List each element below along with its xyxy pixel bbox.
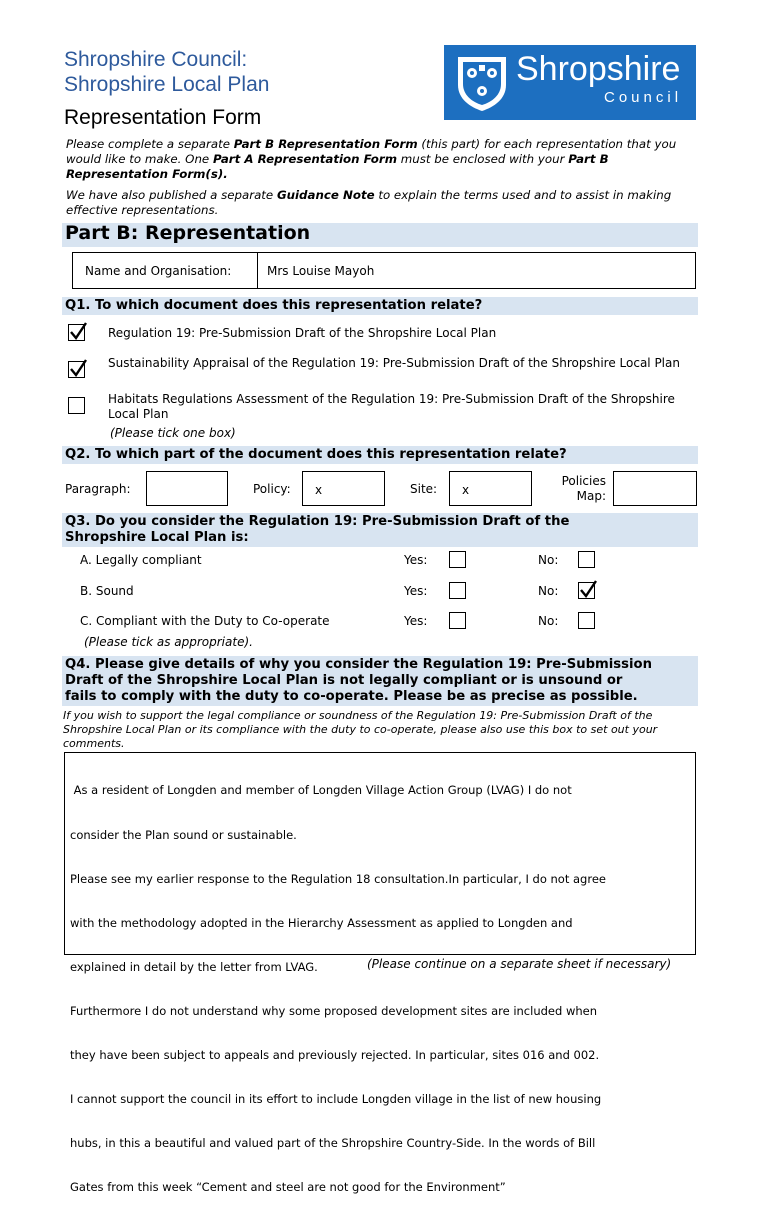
local-plan-title: Shropshire Local Plan: [64, 73, 270, 96]
name-label: Name and Organisation:: [85, 264, 232, 278]
name-divider: [257, 253, 258, 288]
q3-row-a-no-checkbox[interactable]: [578, 551, 595, 568]
q1-option-3-label: Habitats Regulations Assessment of the Regulation 19: Pre-Submission Draft of the Shropshire Local Plan: [108, 392, 675, 421]
q3-note: (Please tick as appropriate).: [84, 635, 253, 649]
q1-option-3-checkbox[interactable]: [68, 397, 85, 414]
site-label: Site:: [410, 482, 438, 496]
logo-text: Shropshire: [516, 50, 681, 88]
q2-question: Q2. To which part of the document does this representation relate?: [65, 447, 567, 462]
q1-option-2-label: Sustainability Appraisal of the Regulation 19: Pre-Submission Draft of the Shropshire Local Plan: [108, 356, 680, 370]
intro-paragraph-1: Please complete a separate Part B Representation Form (this part) for each representation that you would like to make. One Part A Representation Form must be enclosed with your Part B Representation Form(s).: [66, 137, 677, 181]
q3-row-b-no-checkbox[interactable]: [578, 582, 595, 599]
q1-question: Q1. To which document does this representation relate?: [65, 298, 483, 313]
response-line: As a resident of Longden and member of Longden Village Action Group (LVAG) I do not: [70, 783, 572, 798]
part-b-heading: Part B: Representation: [65, 222, 311, 244]
q3-row-a-label: A. Legally compliant: [80, 553, 202, 567]
council-title: Shropshire Council:: [64, 48, 248, 71]
q1-band: [62, 297, 698, 315]
response-line: hubs, in this a beautiful and valued part of the Shropshire Country-Side. In the words of Bill: [70, 1136, 596, 1151]
policies-map-label: Policies Map:: [561, 474, 606, 503]
q1-option-2-checkbox[interactable]: [68, 361, 85, 378]
q3-row-b-yes-checkbox[interactable]: [449, 582, 466, 599]
q3-question-line2: Shropshire Local Plan is:: [65, 530, 249, 545]
q3-row-a-yes-checkbox[interactable]: [449, 551, 466, 568]
name-organisation-row: [72, 252, 696, 289]
paragraph-input[interactable]: [146, 471, 228, 506]
checkmark-icon: [578, 579, 598, 599]
logo-subtext: Council: [604, 89, 683, 106]
q3-row-c-label: C. Compliant with the Duty to Co-operate: [80, 614, 330, 628]
q3-row-b-label: B. Sound: [80, 584, 134, 598]
form-title: Representation Form: [64, 106, 262, 129]
policy-input[interactable]: x: [302, 471, 385, 506]
site-input[interactable]: x: [449, 471, 532, 506]
policies-map-input[interactable]: [613, 471, 697, 506]
name-input[interactable]: Mrs Louise Mayoh: [267, 264, 375, 278]
response-line: with the methodology adopted in the Hierarchy Assessment as applied to Longden and: [70, 915, 573, 930]
response-line: Gates from this week “Cement and steel are not good for the Environment”: [70, 1180, 506, 1195]
response-line: Please see my earlier response to the Regulation 18 consultation.In particular, I do not agree: [70, 871, 606, 886]
q1-option-1-checkbox[interactable]: [68, 324, 85, 341]
q3-row-a-no-label: No:: [538, 553, 559, 567]
checkmark-icon: [68, 358, 88, 378]
part-b-band: [62, 223, 698, 247]
response-line: explained in detail by the letter from LVAG.: [70, 959, 318, 974]
response-line: I cannot support the council in its effort to include Longden village in the list of new housing: [70, 1092, 602, 1107]
response-line: they have been subject to appeals and previously rejected. In particular, sites 016 and 002.: [70, 1048, 600, 1063]
q4-question-line2: Draft of the Shropshire Local Plan is not legally compliant or is unsound or: [65, 673, 623, 688]
paragraph-label: Paragraph:: [65, 482, 131, 496]
q3-row-b-no-label: No:: [538, 584, 559, 598]
checkmark-icon: [68, 321, 88, 341]
q3-row-c-no-label: No:: [538, 614, 559, 628]
q3-row-a-yes-label: Yes:: [404, 553, 428, 567]
q1-note: (Please tick one box): [110, 426, 236, 440]
q3-row-c-yes-checkbox[interactable]: [449, 612, 466, 629]
q3-band: [62, 513, 698, 547]
q4-band: [62, 656, 698, 706]
q2-band: [62, 446, 698, 464]
continue-note: (Please continue on a separate sheet if necessary): [367, 957, 672, 971]
crest-icon: [454, 53, 510, 113]
intro-paragraph-2: We have also published a separate Guidance Note to explain the terms used and to assist in making effective representations.: [66, 188, 672, 217]
q1-option-1-label: Regulation 19: Pre-Submission Draft of the Shropshire Local Plan: [108, 326, 497, 340]
response-line: Furthermore I do not understand why some proposed development sites are included when: [70, 1003, 597, 1018]
q3-question-line1: Q3. Do you consider the Regulation 19: Pre-Submission Draft of the: [65, 514, 570, 529]
q4-question-line1: Q4. Please give details of why you consider the Regulation 19: Pre-Submission: [65, 657, 652, 672]
q4-response-text: [65, 753, 695, 1225]
q4-guidance: If you wish to support the legal compliance or soundness of the Regulation 19: Pre-Submission Draft of the Shropshire Local Plan or its compliance with the duty to co-operate, please also use this box to set out your comments.: [63, 709, 658, 750]
policy-label: Policy:: [253, 482, 291, 496]
q4-question-line3: fails to comply with the duty to co-operate. Please be as precise as possible.: [65, 689, 638, 704]
response-line: consider the Plan sound or sustainable.: [70, 827, 297, 842]
q3-row-c-no-checkbox[interactable]: [578, 612, 595, 629]
shropshire-council-logo: [444, 45, 696, 120]
q3-row-c-yes-label: Yes:: [404, 614, 428, 628]
q3-row-b-yes-label: Yes:: [404, 584, 428, 598]
